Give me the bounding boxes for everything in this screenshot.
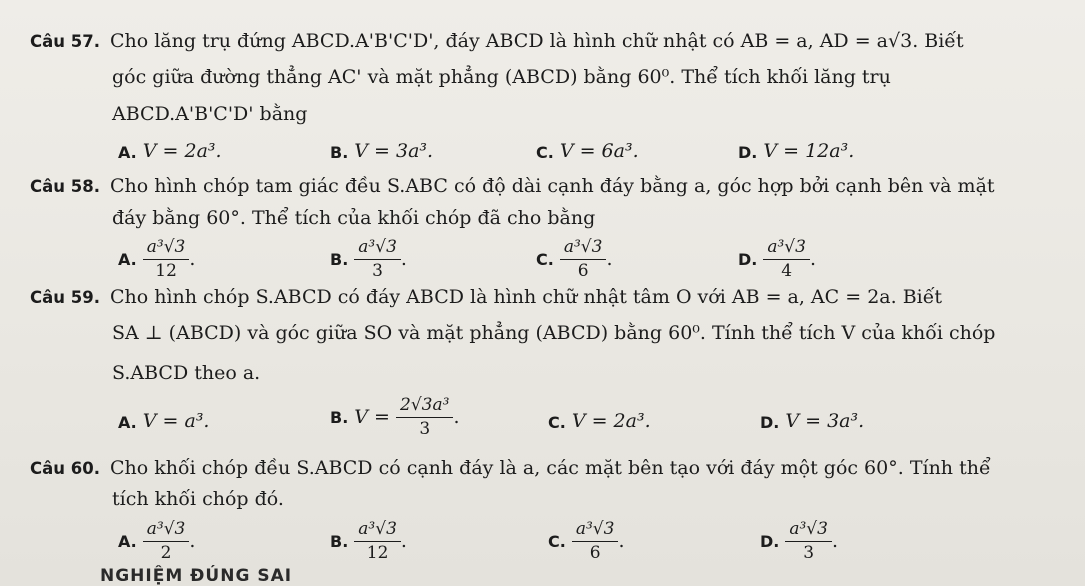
q58-option-a-trail: . bbox=[189, 248, 196, 270]
q59-option-b-num: 2√3a³ bbox=[396, 394, 453, 418]
q60-option-d-den: 3 bbox=[803, 543, 815, 563]
q60-option-d-num: a³√3 bbox=[785, 518, 832, 542]
q60-option-a-num: a³√3 bbox=[143, 518, 190, 542]
q57-option-b-letter: B. bbox=[330, 142, 349, 162]
q58-label: Câu 58. bbox=[30, 177, 100, 196]
q57-option-a bbox=[118, 140, 222, 162]
q59-option-c-text: V = 2a³. bbox=[571, 410, 651, 432]
q58-option-d-letter: D. bbox=[738, 249, 758, 269]
q58-option-a-den: 12 bbox=[155, 261, 177, 281]
q58-option-b-den: 3 bbox=[372, 261, 383, 281]
q59-line3: S.ABCD theo a. bbox=[112, 362, 261, 384]
q60-option-c-trail: . bbox=[618, 530, 625, 552]
q58-option-b-fraction bbox=[354, 236, 401, 282]
q58-option-b-num: a³√3 bbox=[354, 236, 401, 260]
q60-option-d-trail: . bbox=[831, 530, 839, 552]
q60-option-b-den: 12 bbox=[366, 543, 389, 563]
q60-option-d-fraction bbox=[785, 518, 832, 564]
q59-option-d-letter: D. bbox=[760, 412, 780, 432]
q58-option-c-letter: C. bbox=[536, 249, 554, 269]
q58-text1: Cho hình chóp tam giác đều S.ABC có độ dài cạnh đáy bằng a, góc hợp bởi cạnh bên và mặt bbox=[109, 175, 995, 197]
q57-label: Câu 57. bbox=[30, 32, 100, 51]
q58-option-b bbox=[330, 236, 407, 282]
q59-option-b bbox=[330, 394, 459, 440]
q59-label: Câu 59. bbox=[30, 288, 100, 307]
q59-text1: Cho hình chóp S.ABCD có đáy ABCD là hình chữ nhật tâm O với AB = a, AC = 2a. Biết bbox=[109, 286, 943, 308]
q59-option-b-trail: . bbox=[453, 406, 460, 428]
q58-option-c bbox=[536, 236, 612, 282]
q59-option-c-letter: C. bbox=[548, 412, 566, 432]
q58-option-d-den: 4 bbox=[781, 261, 793, 281]
q58-option-a-num: a³√3 bbox=[143, 236, 190, 260]
q59-option-b-den: 3 bbox=[419, 419, 431, 439]
q59-option-b-fraction bbox=[396, 394, 453, 440]
q60-option-c-num: a³√3 bbox=[572, 518, 619, 542]
q60-option-b bbox=[330, 518, 407, 564]
q57-option-b bbox=[330, 140, 433, 162]
q60-option-d-letter: D. bbox=[760, 531, 780, 551]
q60-option-c bbox=[548, 518, 624, 564]
q57-option-a-text: V = 2a³. bbox=[142, 140, 222, 162]
q57-line3: ABCD.A'B'C'D' bằng bbox=[112, 103, 308, 125]
q58-line1 bbox=[30, 173, 995, 200]
q60-option-c-letter: C. bbox=[548, 531, 566, 551]
q57-option-c bbox=[536, 140, 639, 162]
q59-option-d bbox=[760, 410, 864, 432]
q57-text1: Cho lăng trụ đứng ABCD.A'B'C'D', đáy ABCD là hình chữ nhật có AB = a, AD = a√3. Biết bbox=[109, 30, 964, 52]
q58-option-d-num: a³√3 bbox=[763, 236, 810, 260]
q60-option-a-trail: . bbox=[189, 530, 196, 552]
q58-option-a-letter: A. bbox=[118, 249, 137, 269]
q60-option-b-trail: . bbox=[400, 530, 407, 552]
q59-option-b-prefix: V = bbox=[354, 406, 390, 428]
q58-option-d-fraction bbox=[763, 236, 810, 282]
q59-option-a-text: V = a³. bbox=[142, 410, 210, 432]
q60-text1: Cho khối chóp đều S.ABCD có cạnh đáy là a, các mặt bên tạo với đáy một góc 60°. Tính thể bbox=[109, 457, 991, 479]
q59-option-b-letter: B. bbox=[330, 407, 349, 427]
q60-option-c-fraction bbox=[572, 518, 619, 564]
q59-line1 bbox=[30, 284, 942, 311]
q57-option-d-text: V = 12a³. bbox=[763, 140, 855, 162]
q59-option-a-letter: A. bbox=[118, 412, 137, 432]
q57-line2: góc giữa đường thẳng AC' và mặt phẳng (ABCD) bằng 60⁰. Thể tích khối lăng trụ bbox=[112, 66, 891, 88]
q58-option-c-den: 6 bbox=[577, 261, 589, 281]
q58-option-d bbox=[738, 236, 816, 282]
q59-line2: SA ⊥ (ABCD) và góc giữa SO và mặt phẳng (ABCD) bằng 60⁰. Tính thể tích V của khối chóp bbox=[112, 322, 996, 344]
q57-option-d-letter: D. bbox=[738, 142, 758, 162]
q59-option-c bbox=[548, 410, 651, 432]
q58-line2: đáy bằng 60°. Thể tích của khối chóp đã cho bằng bbox=[112, 207, 596, 229]
q58-option-a-fraction bbox=[143, 236, 190, 282]
q58-option-c-num: a³√3 bbox=[560, 236, 607, 260]
q60-option-a-fraction bbox=[143, 518, 190, 564]
q60-option-a-den: 2 bbox=[160, 543, 172, 563]
q60-option-b-fraction bbox=[354, 518, 401, 564]
q58-option-a bbox=[118, 236, 195, 282]
q58-option-c-trail: . bbox=[606, 248, 613, 270]
section-heading-partial: NGHIỆM ĐÚNG SAI bbox=[100, 566, 293, 586]
q58-option-b-trail: . bbox=[400, 248, 407, 270]
q59-option-d-text: V = 3a³. bbox=[785, 410, 865, 432]
q57-option-b-text: V = 3a³. bbox=[354, 140, 434, 162]
q60-option-a bbox=[118, 518, 195, 564]
q60-option-b-num: a³√3 bbox=[354, 518, 401, 542]
q57-line1 bbox=[30, 28, 964, 55]
q57-option-c-letter: C. bbox=[536, 142, 554, 162]
q60-option-b-letter: B. bbox=[330, 531, 349, 551]
q57-option-c-text: V = 6a³. bbox=[559, 140, 639, 162]
q58-option-c-fraction bbox=[560, 236, 607, 282]
q60-option-c-den: 6 bbox=[589, 543, 601, 563]
q60-option-a-letter: A. bbox=[118, 531, 137, 551]
q60-line2: tích khối chóp đó. bbox=[112, 488, 284, 510]
q60-option-d bbox=[760, 518, 838, 564]
q60-line1 bbox=[30, 455, 991, 482]
q57-option-a-letter: A. bbox=[118, 142, 137, 162]
q57-option-d bbox=[738, 140, 854, 162]
q58-option-d-trail: . bbox=[809, 248, 817, 270]
q60-label: Câu 60. bbox=[30, 459, 100, 478]
q59-option-a bbox=[118, 410, 209, 432]
q58-option-b-letter: B. bbox=[330, 249, 349, 269]
